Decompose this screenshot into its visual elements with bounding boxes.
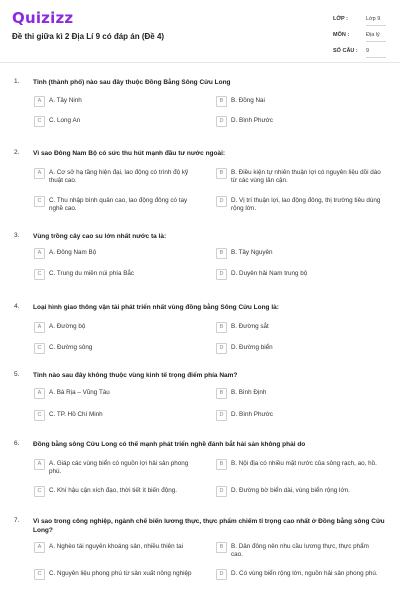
option-letter-box: B [216, 248, 227, 259]
quizizz-logo[interactable]: Quizizz [12, 9, 74, 27]
option-letter-box: C [34, 569, 45, 580]
header-divider [0, 62, 400, 63]
option-text: C. TP. Hồ Chí Minh [49, 411, 103, 418]
question-number: 4. [14, 303, 20, 310]
option-letter-box: A [34, 322, 45, 333]
option-text: B. Đồng Nai [231, 97, 265, 104]
question-number: 1. [14, 78, 20, 85]
option-text: B. Tây Nguyên [231, 249, 273, 256]
option-letter-box: D [216, 116, 227, 127]
meta-count-value: 9 [366, 48, 386, 58]
option-letter-box: A [34, 96, 45, 107]
option-text: C. Long An [49, 117, 81, 124]
option-letter-box: C [34, 196, 45, 207]
option-text: A. Giáp các vùng biển có nguồn lợi hải sản phong phú. [49, 460, 189, 475]
option-letter-box: C [34, 486, 45, 497]
option-text: B. Dân đông nên nhu cầu lương thực, thực phẩm cao. [231, 543, 369, 558]
question-number: 5. [14, 371, 20, 378]
question-text: Vì sao Đông Nam Bộ có sức thu hút mạnh đầu tư nước ngoài: [33, 150, 226, 157]
option-text: C. Nguyên liệu phong phú từ sản xuất nông nghiệp [49, 570, 192, 577]
worksheet-header [0, 0, 400, 58]
option-text: A. Đường bộ [49, 323, 86, 330]
option-letter-box: D [216, 196, 227, 207]
option-text: C. Trung du miền núi phía Bắc [49, 270, 135, 277]
option-letter-box: A [34, 542, 45, 553]
option-text: C. Đường sông [49, 344, 93, 351]
option-text: B. Điều kiện tự nhiên thuận lợi có nguyên liệu dồi dào từ các vùng lân cận. [231, 169, 381, 184]
option-letter-box: B [216, 96, 227, 107]
option-letter-box: A [34, 248, 45, 259]
meta-subject-label: MÔN : [333, 32, 350, 38]
question-text: Đồng bằng sông Cửu Long có thế mạnh phát triển nghề đánh bắt hải sản không phải do [33, 441, 306, 448]
option-letter-box: C [34, 410, 45, 421]
option-text: D. Vị trí thuận lợi, lao động đông, thị trường tiêu dùng rộng lớn. [231, 197, 381, 212]
option-text: C. Thu nhập bình quân cao, lao động đông có tay nghề cao. [49, 197, 188, 212]
meta-count [333, 46, 389, 62]
option-letter-box: A [34, 168, 45, 179]
option-letter-box: C [34, 116, 45, 127]
meta-grade [333, 14, 389, 30]
meta-subject-value: Địa lý [366, 32, 386, 42]
option-text: A. Nghèo tài nguyên khoáng sản, nhiều thiên tai [49, 543, 184, 550]
option-text: A. Bà Rịa – Vũng Tàu [49, 389, 110, 396]
option-letter-box: D [216, 486, 227, 497]
option-text: D. Đường bờ biển dài, vùng biển rộng lớn. [231, 487, 350, 494]
option-letter-box: D [216, 343, 227, 354]
option-text: C. Khí hậu cận xích đạo, thời tiết ít biến động. [49, 487, 178, 494]
option-letter-box: D [216, 410, 227, 421]
option-text: D. Đường biển [231, 344, 273, 351]
option-letter-box: B [216, 168, 227, 179]
option-letter-box: C [34, 343, 45, 354]
option-text: D. Bình Phước [231, 411, 273, 418]
option-letter-box: A [34, 459, 45, 470]
option-letter-box: B [216, 388, 227, 399]
option-text: A. Tây Ninh [49, 97, 82, 104]
option-text: A. Cơ sở hạ tầng hiện đại, lao động có trình độ kỹ thuật cao. [49, 169, 189, 184]
option-letter-box: C [34, 269, 45, 280]
option-letter-box: D [216, 569, 227, 580]
option-letter-box: B [216, 542, 227, 553]
question-number: 7. [14, 517, 20, 524]
question-text: Vì sao trong công nghiệp, ngành chế biến lương thực, thực phẩm chiếm tỉ trọng cao nhất ở Đồng bằng sông Cửu Long? [33, 518, 385, 534]
option-letter-box: B [216, 459, 227, 470]
question-text: Vùng trồng cây cao su lớn nhất nước ta là: [33, 233, 167, 240]
option-text: D. Bình Phước [231, 117, 273, 124]
question-number: 2. [14, 149, 20, 156]
meta-subject [333, 30, 389, 46]
meta-grade-label: LỚP : [333, 16, 348, 22]
page-title: Đề thi giữa kì 2 Địa Lí 9 có đáp án (Đề 4) [12, 32, 165, 41]
question-text: Loại hình giao thông vận tải phát triển nhất vùng đồng bằng Sông Cửu Long là: [33, 304, 279, 311]
meta-count-label: SỐ CÂU : [333, 48, 358, 54]
option-letter-box: D [216, 269, 227, 280]
option-text: D. Có vùng biển rộng lớn, nguồn hải sản phong phú. [231, 570, 378, 577]
option-letter-box: A [34, 388, 45, 399]
question-text: Tỉnh (thành phố) nào sau đây thuộc Đồng Bằng Sông Cửu Long [33, 79, 231, 86]
question-number: 3. [14, 232, 20, 239]
question-text: Tỉnh nào sau đây không thuộc vùng kinh tế trọng điểm phía Nam? [33, 372, 238, 379]
option-text: B. Nội địa có nhiều mặt nước của sông rạch, ao, hồ. [231, 460, 377, 467]
option-text: B. Bình Định [231, 389, 267, 396]
worksheet-meta [333, 14, 389, 62]
option-text: D. Duyên hải Nam trung bộ [231, 270, 308, 277]
option-text: A. Đông Nam Bộ [49, 249, 97, 256]
option-letter-box: B [216, 322, 227, 333]
question-number: 6. [14, 440, 20, 447]
option-text: B. Đường sắt [231, 323, 269, 330]
meta-grade-value: Lớp 9 [366, 16, 386, 26]
